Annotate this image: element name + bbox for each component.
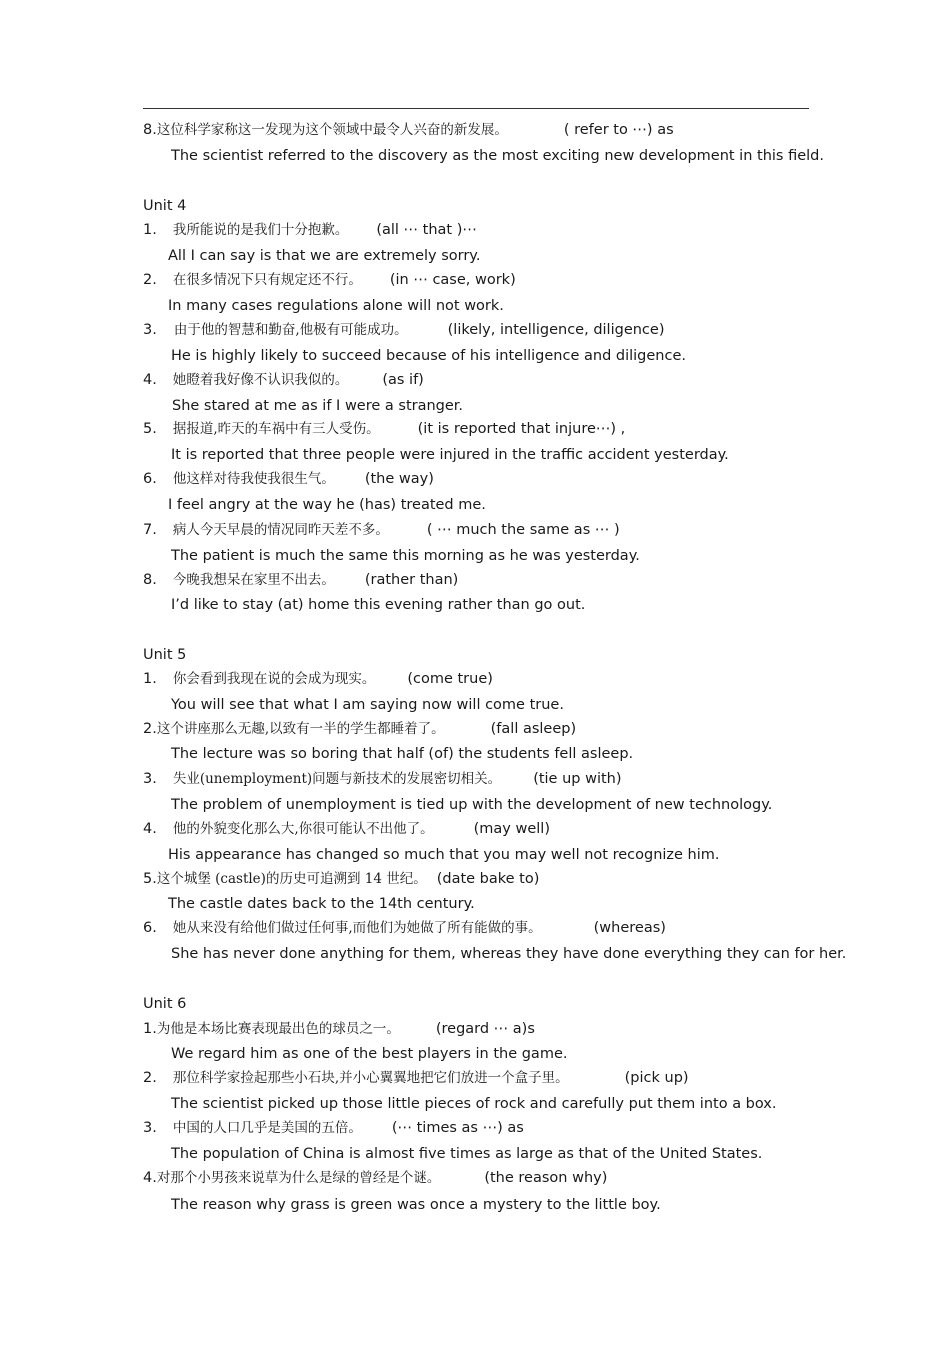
question-chinese: 据报道,昨天的车祸中有三人受伤。 — [172, 421, 380, 437]
prev-answer: The scientist referred to the discovery as the most exciting new development in this field. — [171, 148, 824, 164]
question-hint: (fall asleep) — [490, 721, 577, 737]
unit-4-answer-4: She stared at me as if I were a stranger. — [172, 398, 464, 414]
question-chinese: 他这样对待我使我很生气。 — [172, 471, 335, 487]
question-number: 7. — [143, 522, 157, 538]
question-chinese: 她从来没有给他们做过任何事,而他们为她做了所有能做的事。 — [172, 920, 542, 936]
question-hint: (regard ⋯ a)s — [435, 1021, 535, 1037]
unit-5-title: Unit 5 — [143, 647, 187, 663]
unit-4-answer-5: It is reported that three people were injured in the traffic accident yesterday. — [171, 447, 729, 463]
question-hint: (⋯ times as ⋯) as — [391, 1120, 524, 1136]
question-chinese: 在很多情况下只有规定还不行。 — [172, 272, 362, 288]
unit-4-answer-2: In many cases regulations alone will not work. — [168, 298, 504, 314]
unit-4-question-3 — [143, 321, 664, 339]
question-chinese: 对那个小男孩来说草为什么是绿的曾经是个谜。 — [156, 1170, 441, 1186]
question-chinese: 失业(unemployment)问题与新技术的发展密切相关。 — [172, 771, 502, 787]
unit-6-answer-3: The population of China is almost five times as large as that of the United States. — [171, 1146, 763, 1162]
unit-6-answer-4: The reason why grass is green was once a mystery to the little boy. — [171, 1197, 661, 1213]
unit-6-answer-1: We regard him as one of the best players in the game. — [171, 1046, 568, 1062]
question-number: 1. — [143, 1021, 157, 1037]
unit-4-question-8 — [143, 571, 458, 589]
question-number: 2. — [143, 721, 157, 737]
unit-4-title: Unit 4 — [143, 198, 187, 214]
question-number: 4. — [143, 372, 157, 388]
unit-5-question-2 — [143, 720, 576, 738]
question-chinese: 今晚我想呆在家里不出去。 — [172, 572, 335, 588]
question-number: 6. — [143, 471, 157, 487]
unit-6-question-4 — [143, 1169, 607, 1187]
question-hint: (tie up with) — [533, 771, 622, 787]
unit-4-question-2 — [143, 271, 516, 289]
question-chinese: 他的外貌变化那么大,你很可能认不出他了。 — [172, 821, 434, 837]
unit-6-question-1 — [143, 1020, 535, 1038]
question-hint: (the reason why) — [484, 1170, 608, 1186]
question-hint: (rather than) — [364, 572, 459, 588]
unit-5-answer-3: The problem of unemployment is tied up with the development of new technology. — [171, 797, 773, 813]
unit-6-question-3 — [143, 1119, 524, 1137]
unit-4-question-1 — [143, 221, 477, 239]
question-hint: ( refer to ⋯) as — [563, 122, 674, 138]
question-hint: (whereas) — [593, 920, 666, 936]
unit-4-question-5 — [143, 420, 625, 438]
question-number: 6. — [143, 920, 157, 936]
unit-5-question-5 — [143, 870, 539, 888]
question-chinese: 我所能说的是我们十分抱歉。 — [172, 222, 349, 238]
question-chinese: 由于他的智慧和勤奋,他极有可能成功。 — [173, 322, 408, 338]
question-chinese: 病人今天早晨的情况同昨天差不多。 — [172, 522, 389, 538]
question-number: 4. — [143, 821, 157, 837]
question-hint: (it is reported that injure⋯) , — [417, 421, 626, 437]
unit-5-question-6 — [143, 919, 666, 937]
unit-6-title: Unit 6 — [143, 996, 187, 1012]
unit-4-question-7 — [143, 521, 620, 539]
unit-4-question-6 — [143, 470, 434, 488]
unit-6-answer-2: The scientist picked up those little pieces of rock and carefully put them into a box. — [171, 1096, 777, 1112]
question-hint: (likely, intelligence, diligence) — [447, 322, 665, 338]
question-hint: (as if) — [382, 372, 424, 388]
unit-5-question-4 — [143, 820, 550, 838]
question-number: 8. — [143, 122, 157, 138]
unit-5-answer-4: His appearance has changed so much that you may well not recognize him. — [168, 847, 720, 863]
question-number: 2. — [143, 272, 157, 288]
unit-4-answer-3: He is highly likely to succeed because of his intelligence and diligence. — [171, 348, 686, 364]
question-hint: (pick up) — [624, 1070, 689, 1086]
question-number: 5. — [143, 871, 157, 887]
unit-5-answer-1: You will see that what I am saying now will come true. — [171, 697, 564, 713]
unit-4-answer-6: I feel angry at the way he (has) treated me. — [168, 497, 486, 513]
question-number: 3. — [143, 322, 157, 338]
unit-5-question-1 — [143, 670, 493, 688]
question-number: 4. — [143, 1170, 157, 1186]
unit-5-answer-2: The lecture was so boring that half (of) the students fell asleep. — [171, 746, 634, 762]
question-chinese: 那位科学家捡起那些小石块,并小心翼翼地把它们放进一个盒子里。 — [172, 1070, 569, 1086]
question-hint: ( ⋯ much the same as ⋯ ) — [426, 522, 620, 538]
question-chinese: 这个城堡 (castle)的历史可追溯到 14 世纪。 — [156, 871, 427, 887]
prev-question — [143, 121, 674, 139]
question-number: 3. — [143, 771, 157, 787]
question-chinese: 为他是本场比赛表现最出色的球员之一。 — [156, 1021, 400, 1037]
question-hint: (come true) — [407, 671, 493, 687]
unit-4-answer-7: The patient is much the same this morning as he was yesterday. — [171, 548, 640, 564]
unit-6-question-2 — [143, 1069, 689, 1087]
question-number: 3. — [143, 1120, 157, 1136]
question-number: 8. — [143, 572, 157, 588]
question-number: 1. — [143, 222, 157, 238]
question-chinese: 中国的人口几乎是美国的五倍。 — [172, 1120, 362, 1136]
question-chinese: 这位科学家称这一发现为这个领域中最令人兴奋的新发展。 — [156, 122, 508, 138]
question-number: 1. — [143, 671, 157, 687]
unit-4-answer-8: I’d like to stay (at) home this evening rather than go out. — [171, 597, 586, 613]
unit-4-answer-1: All I can say is that we are extremely sorry. — [168, 248, 481, 264]
unit-5-question-3 — [143, 770, 622, 788]
question-number: 5. — [143, 421, 157, 437]
question-number: 2. — [143, 1070, 157, 1086]
question-hint: (date bake to) — [436, 871, 540, 887]
question-hint: (the way) — [364, 471, 434, 487]
question-chinese: 她瞪着我好像不认识我似的。 — [172, 372, 349, 388]
top-rule — [143, 108, 809, 109]
question-chinese: 这个讲座那么无趣,以致有一半的学生都睡着了。 — [156, 721, 445, 737]
unit-5-answer-6: She has never done anything for them, whereas they have done everything they can for her. — [171, 946, 847, 962]
question-hint: (all ⋯ that )⋯ — [376, 222, 477, 238]
unit-5-answer-5: The castle dates back to the 14th century. — [168, 896, 475, 912]
question-hint: (in ⋯ case, work) — [389, 272, 516, 288]
unit-4-question-4 — [143, 371, 424, 389]
question-hint: (may well) — [473, 821, 550, 837]
question-chinese: 你会看到我现在说的会成为现实。 — [172, 671, 376, 687]
